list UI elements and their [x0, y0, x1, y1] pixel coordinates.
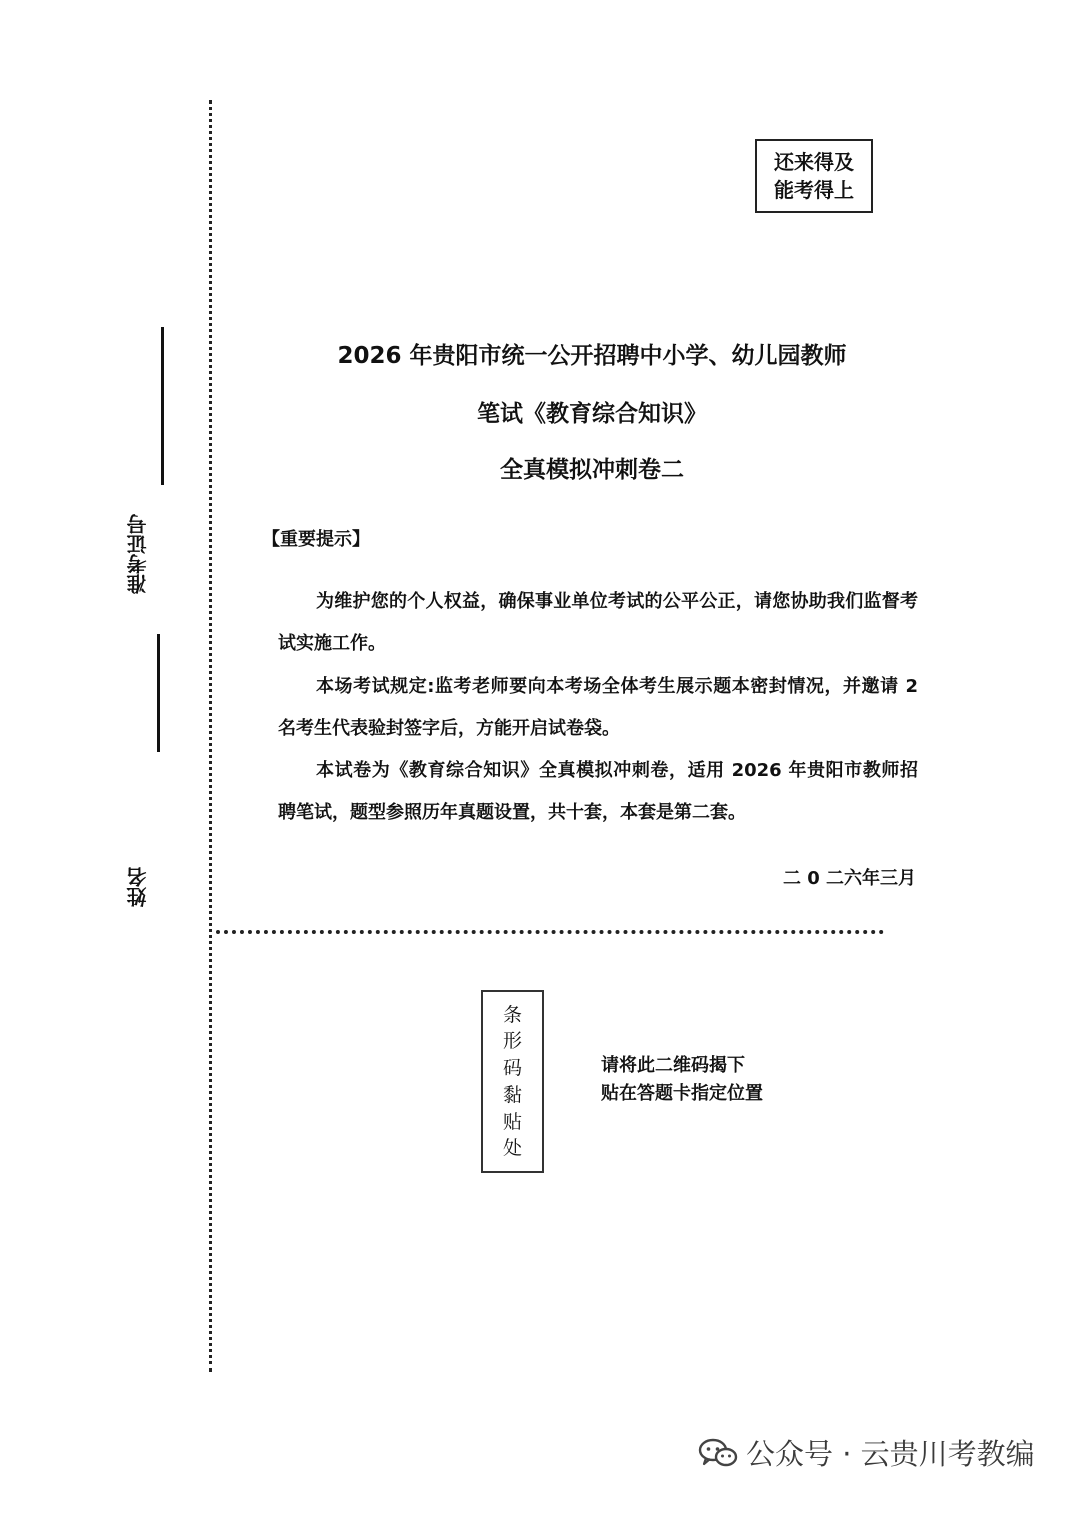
barcode-char: 码 [502, 1057, 522, 1080]
name-label: 姓名 [126, 867, 150, 907]
barcode-char: 贴 [502, 1110, 522, 1133]
qr-hint-line-2: 贴在答题卡指定位置 [601, 1083, 763, 1104]
stamp-line-1: 还来得及 [774, 150, 854, 174]
wechat-icon [698, 1438, 738, 1468]
notice-date: 二 0 二六年三月 [782, 868, 916, 889]
qr-hint-line-1: 请将此二维码揭下 [601, 1055, 745, 1076]
barcode-char: 黏 [502, 1083, 522, 1106]
barcode-char: 条 [502, 1003, 522, 1026]
slogan-stamp [755, 139, 873, 213]
notice-paragraph-1: 为维护您的个人权益，确保事业单位考试的公平公正，请您协助我们监督考试实施工作。 [278, 591, 918, 654]
exam-number-label: 准考证号 [126, 514, 150, 594]
binding-dotted-line [209, 100, 212, 1372]
barcode-sticker-area [481, 990, 544, 1173]
barcode-char: 形 [502, 1030, 522, 1053]
exam-number-rule-upper [161, 327, 164, 485]
divider-dotted-line [216, 930, 884, 934]
title-line-1: 2026 年贵阳市统一公开招聘中小学、幼儿园教师 [337, 343, 847, 369]
exam-number-rule-lower [157, 634, 160, 752]
notice-paragraph-2: 本场考试规定:监考老师要向本考场全体考生展示题本密封情况，并邀请 2 名考生代表验封签字后，方能开启试卷袋。 [278, 676, 918, 739]
notice-paragraph-3: 本试卷为《教育综合知识》全真模拟冲刺卷，适用 2026 年贵阳市教师招聘笔试，题型参照历年真题设置，共十套，本套是第二套。 [278, 760, 918, 823]
barcode-char: 处 [502, 1137, 522, 1160]
title-line-3: 全真模拟冲刺卷二 [500, 457, 684, 483]
watermark [698, 1432, 1035, 1473]
stamp-line-2: 能考得上 [774, 178, 854, 202]
watermark-text: 公众号 · 云贵川考教编 [746, 1437, 1035, 1471]
notice-heading: 【重要提示】 [262, 529, 370, 550]
title-line-2: 笔试《教育综合知识》 [477, 401, 707, 427]
